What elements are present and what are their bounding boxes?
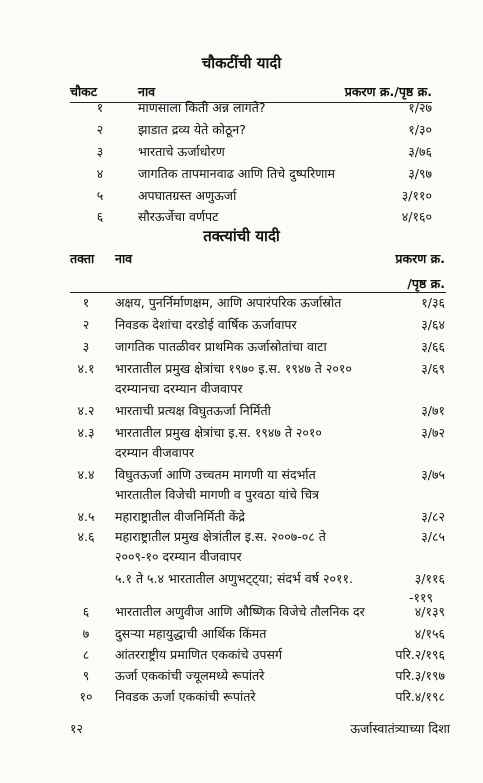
table-number: ४.२ (77, 403, 95, 418)
box-name: जागतिक तापमानवाढ आणि तिचे दुष्परिणाम (138, 166, 335, 181)
table-page-ref: ३/७२ (421, 425, 445, 440)
tables-header-rule (70, 292, 446, 293)
table-page-ref: ४/१३९ (414, 604, 445, 619)
table-page-ref: ३/११६ (414, 571, 445, 586)
box-number: २ (96, 122, 104, 137)
table-page-ref: १/३६ (421, 295, 445, 310)
tables-header-ref2: /पृष्ठ क्र. (407, 276, 445, 291)
box-number: ६ (96, 209, 104, 224)
box-name: अपघातग्रस्त अणुऊर्जा (138, 188, 237, 203)
box-number: ५ (96, 188, 104, 203)
box-name: भारताचे ऊर्जाधोरण (138, 144, 225, 159)
table-name: ऊर्जा एककांची ज्यूलमध्ये रूपांतरे (115, 668, 265, 683)
table-number: ४.६ (77, 529, 95, 544)
table-number: ४.३ (77, 425, 95, 440)
table-page-ref: परि.२/१९६ (395, 647, 445, 662)
table-name: महाराष्ट्रातील प्रमुख क्षेत्रांतील इ.स. २००७-०८ ते (115, 529, 326, 544)
table-name: निवडक ऊर्जा एककांची रूपांतरे (115, 689, 256, 704)
box-name: झाडात द्रव्य येते कोठून? (138, 122, 246, 137)
table-name-continued: दरम्यानचा दरम्यान वीजवापर (115, 381, 243, 396)
box-page-ref: ३/११० (401, 188, 432, 203)
table-page-ref: ३/७५ (421, 467, 445, 482)
table-number: २ (82, 317, 90, 332)
boxes-title: चौकटींची यादी (201, 54, 282, 72)
table-name: महाराष्ट्रातील वीजनिर्मिती केंद्रे (115, 509, 245, 524)
table-page-ref: ३/८५ (421, 529, 445, 544)
box-number: ४ (96, 166, 104, 181)
box-page-ref: ३/९७ (408, 166, 432, 181)
table-number: ४.५ (77, 509, 95, 524)
box-number: १ (96, 100, 104, 115)
table-name-continued: भारतातील विजेची मागणी व पुरवठा यांचे चित्र (115, 487, 319, 502)
box-page-ref: १/३० (408, 122, 432, 137)
table-name: भारतातील अणुवीज आणि औष्णिक विजेचे तौलनिक दर (115, 604, 365, 619)
table-name: निवडक देशांचा दरडोई वार्षिक ऊर्जावापर (115, 317, 297, 332)
box-page-ref: ४/१६० (401, 209, 432, 224)
box-page-ref: १/२७ (408, 100, 432, 115)
book-title: ऊर्जास्वातंत्र्याच्या दिशा (350, 721, 450, 736)
table-name: भारतातील प्रमुख क्षेत्रांचा १९७० इ.स. १९४७ ते २०१० (115, 361, 352, 376)
table-name: आंतरराष्ट्रीय प्रमाणित एककांचे उपसर्ग (115, 647, 283, 662)
tables-header-name: नाव (115, 251, 133, 266)
table-name: भारताची प्रत्यक्ष विघुतऊर्जा निर्मिती (115, 403, 271, 418)
box-name: सौरऊर्जेचा वर्णपट (138, 209, 219, 224)
table-page-ref: परि.३/१९७ (395, 668, 445, 683)
tables-header-ref1: प्रकरण क्र. (395, 251, 445, 266)
table-number: ६ (82, 604, 90, 619)
boxes-header-ref: प्रकरण क्र./पृष्ठ क्र. (344, 84, 432, 99)
table-number: १ (82, 295, 90, 310)
table-name: भारतातील प्रमुख क्षेत्रांचा इ.स. १९४७ ते २०१० (115, 425, 322, 440)
table-name: अक्षय, पुनर्निर्माणक्षम, आणि अपारंपरिक ऊर्जास्रोत (115, 295, 342, 310)
table-name-continued: २००९-१० दरम्यान वीजवापर (115, 549, 242, 564)
table-name: दुसऱ्या महायुद्धाची आर्थिक किंमत (115, 626, 267, 641)
box-page-ref: ३/७६ (408, 144, 432, 159)
box-name: माणसाला किती अन्न लागते? (138, 100, 266, 115)
table-number: ८ (82, 647, 90, 662)
table-page-ref: ३/६६ (421, 339, 445, 354)
table-name: जागतिक पातळीवर प्राथमिक ऊर्जास्रोतांचा वाटा (115, 339, 327, 354)
tables-header-no: तक्ता (70, 251, 95, 266)
table-page-ref: ४/१५६ (414, 626, 445, 641)
table-page-ref: ३/६९ (421, 361, 445, 376)
table-number: १० (79, 689, 93, 704)
table-name: ५.१ ते ५.४ भारतातील अणुभट्ट्या; संदर्भ वर्ष २०११. (115, 571, 353, 586)
table-number: ४.४ (77, 467, 95, 482)
table-page-ref-continued: -११९ (408, 590, 433, 605)
table-page-ref: ३/७१ (421, 403, 445, 418)
table-page-ref: ३/८२ (421, 509, 445, 524)
table-page-ref: ३/६४ (421, 317, 445, 332)
table-number: ३ (82, 339, 90, 354)
table-number: ७ (82, 626, 90, 641)
table-name: विघुतऊर्जा आणि उच्चतम मागणी या संदर्भात (115, 467, 316, 482)
boxes-header-no: चौकट (70, 84, 98, 99)
box-number: ३ (96, 144, 104, 159)
table-page-ref: परि.४/१९८ (395, 689, 445, 704)
table-name-continued: दरम्यान वीजवापर (115, 445, 195, 460)
table-number: ४.१ (77, 361, 95, 376)
table-number: ९ (82, 668, 90, 683)
page-number: १२ (70, 721, 84, 736)
boxes-header-name: नाव (138, 84, 156, 99)
tables-title: तक्त्यांची यादी (203, 227, 280, 245)
